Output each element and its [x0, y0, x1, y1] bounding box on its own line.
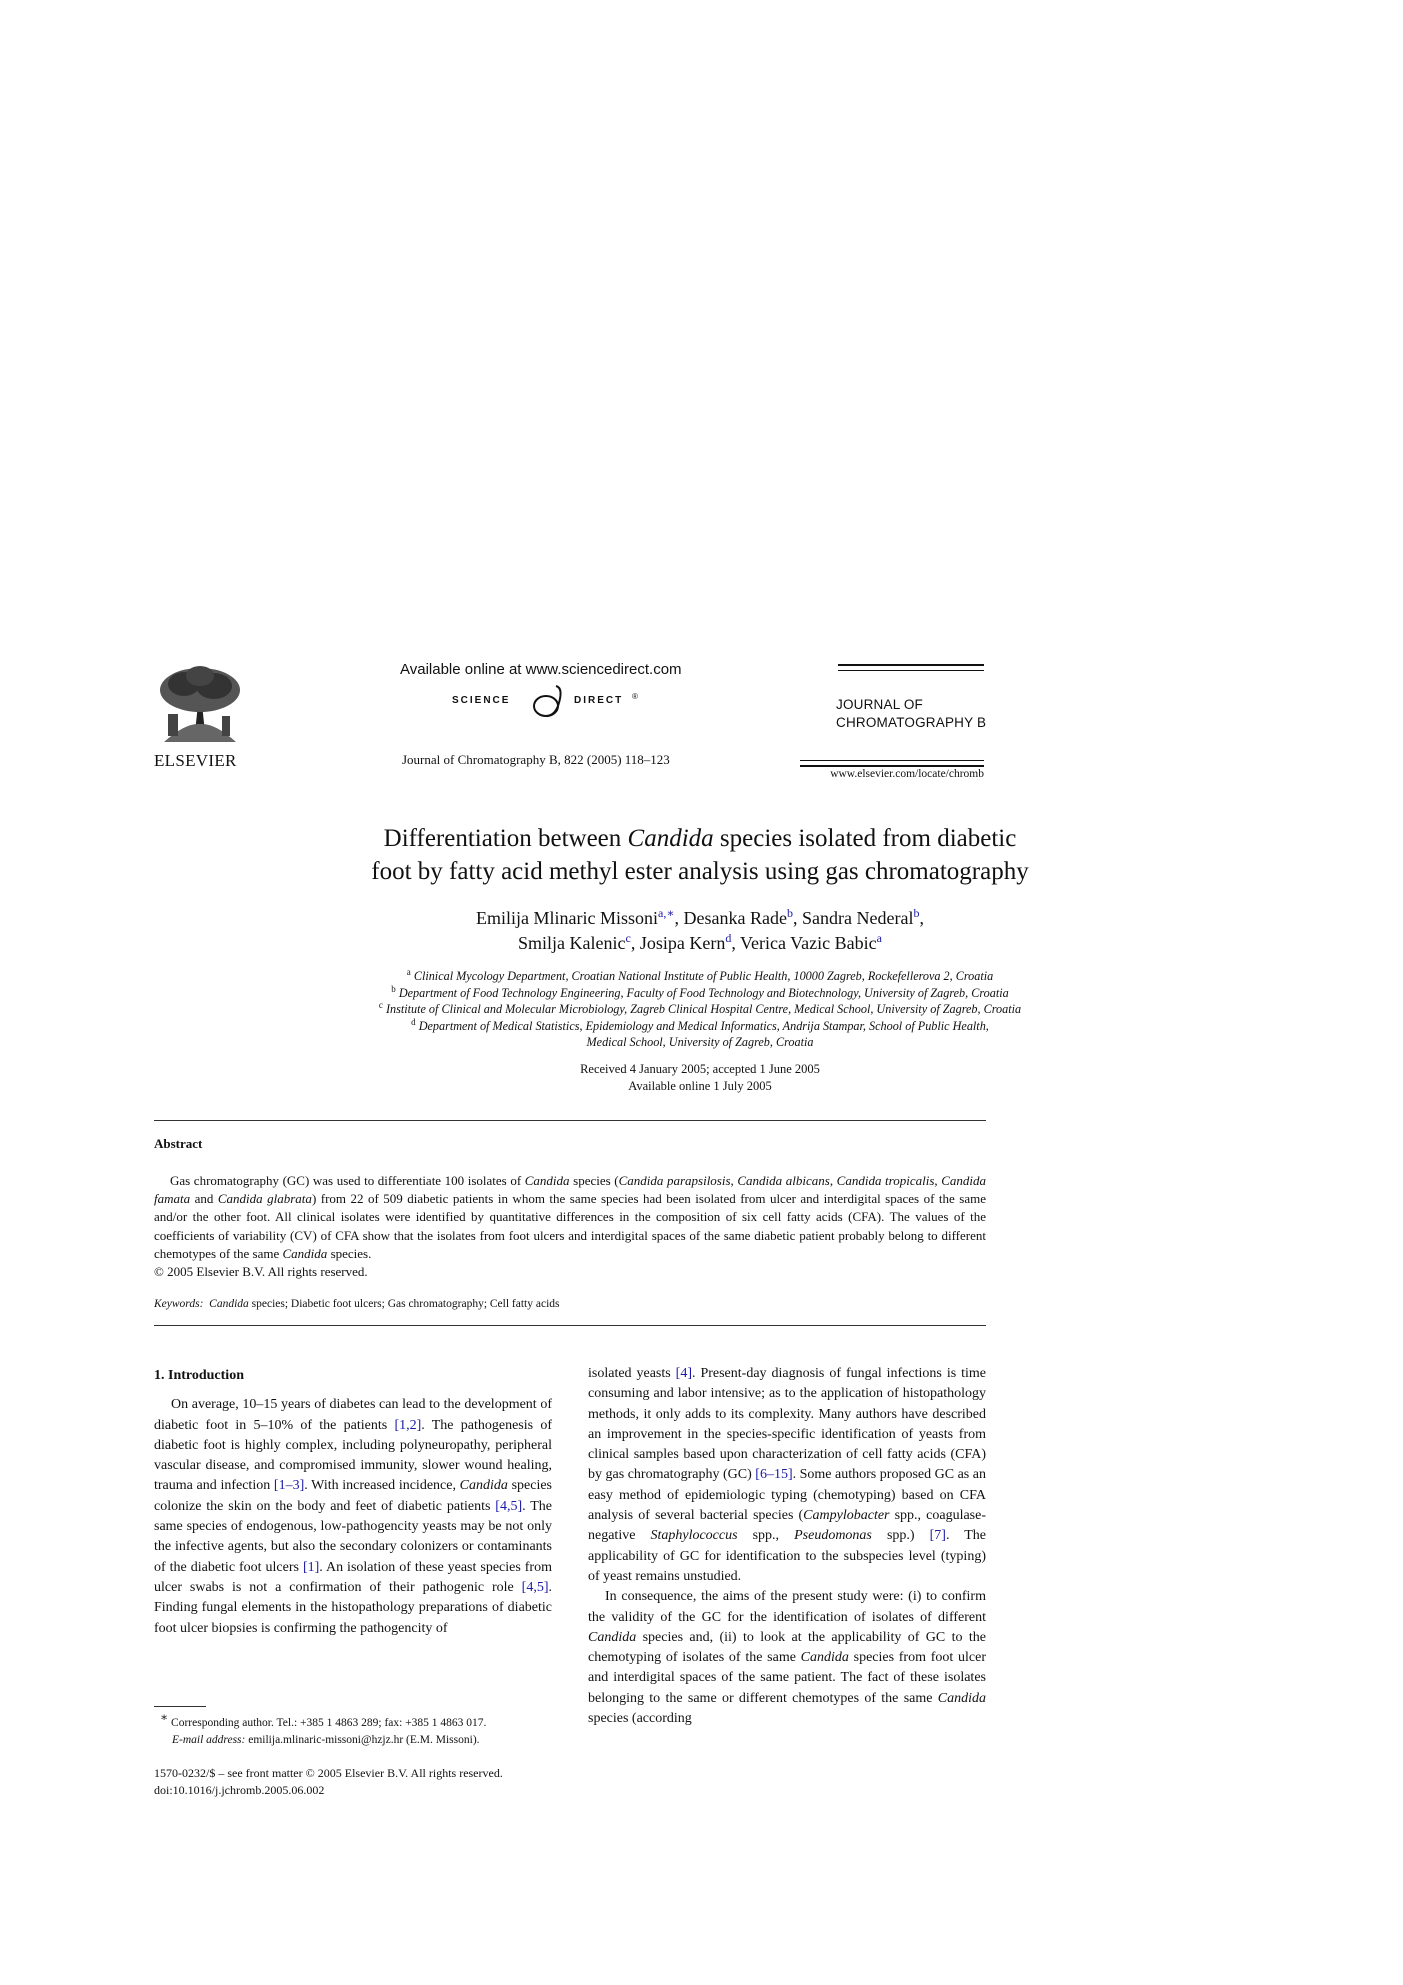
paper-title: Differentiation between Candida species isolated from diabetic foot by fatty acid methyl ester analysis using gas chromatography	[371, 825, 1029, 885]
publisher-name: ELSEVIER	[154, 751, 237, 770]
online-date: Available online 1 July 2005	[628, 1079, 772, 1093]
left-column	[154, 1366, 552, 1639]
paragraph: On average, 10–15 years of diabetes can lead to the development of diabetic foot in 5–10% of the patients [1,2]. The pathogenesis of diabetic foot is highly complex, including polyneuropathy, peripheral vascular disease, and compromised immunity, slower wound healing, trauma and infection [1–3]. With increased incidence, Candida species colonize the skin on the body and feet of diabetic patients [4,5]. The same species of endogenous, low-pathogencity yeasts may be not only the infective agents, but also the secondary colonizers or contaminants of the diabetic foot ulcers [1]. An isolation of these yeast species from ulcer swabs is not a confirmation of their pathogenic role [4,5]. Finding fungal elements in the histopathology preparations of diabetic foot ulcer biopsies is confirming the pathogencity of	[154, 1397, 553, 1636]
affil-link[interactable]: c	[625, 931, 631, 945]
keywords: Keywords: Candida species; Diabetic foot ulcers; Gas chromatography; Cell fatty acids	[154, 1298, 560, 1310]
received-date: Received 4 January 2005; accepted 1 June 2005	[580, 1062, 820, 1076]
email-link[interactable]: emilija.mlinaric-missoni@hzjz.hr (E.M. Missoni).	[245, 1734, 480, 1746]
divider	[154, 1325, 986, 1326]
affiliation: $^d$ Department of Medical Statistics, Epidemiology and Medical Informatics, Andrija Stampar, School of Public Health,	[411, 1016, 989, 1033]
affiliation: Medical School, University of Zagreb, Croatia	[586, 1035, 814, 1050]
author-name: Josipa Kern	[639, 933, 726, 953]
affil-link[interactable]: b	[787, 906, 793, 920]
elsevier-logo	[154, 664, 246, 770]
journal-rule	[838, 664, 984, 666]
journal-name: JOURNAL OF CHROMATOGRAPHY B	[836, 697, 987, 730]
elsevier-tree-icon	[154, 664, 246, 742]
citation-link[interactable]: [1–3]	[273, 1478, 305, 1494]
author-list: Emilija Mlinaric Missoni$^{a,∗}$, Desanka Rade$^b$, Sandra Nederal$^b$, Smilja Kalenic$^c$, Josipa Kern$^d$, Verica Vazic Babic$^a$	[476, 906, 924, 953]
sciencedirect-d-icon	[528, 684, 568, 718]
affil-link[interactable]: a,∗	[658, 906, 675, 920]
citation-link[interactable]: [1]	[302, 1559, 320, 1575]
divider	[154, 1120, 986, 1121]
citation-link[interactable]: [4,5]	[495, 1498, 523, 1514]
abstract-text: Gas chromatography (GC) was used to differentiate 100 isolates of Candida species (Candida parapsilosis, Candida albicans, Candida tropicalis, Candida famata and Candida glabrata) from 22 of 509 diabetic patients in whom the same species had been isolated from ulcer and interdigital spaces of the same and/or the other foot. All clinical isolates were identified by quantitative differences in the composition of six cell fatty acids (CFA). The values of the coefficients of variability (CV) of CFA show that the isolates from foot ulcers and interdigital spaces of the same diabetic patient probably belong to different chemotypes of the same Candida species.	[154, 1173, 987, 1261]
issn-line: 1570-0232/$ – see front matter © 2005 Elsevier B.V. All rights reserved.	[154, 1766, 503, 1780]
affil-link[interactable]: d	[725, 931, 732, 945]
abstract-heading: Abstract	[154, 1136, 203, 1151]
journal-rule	[800, 760, 984, 761]
sd-left-word: SCIENCE	[452, 695, 511, 706]
affiliation: $^c$ Institute of Clinical and Molecular Microbiology, Zagreb Clinical Hospital Centre, Medical School, University of Zagreb, Croatia	[378, 1000, 1022, 1017]
footnote-rule	[154, 1706, 206, 1707]
affiliation: $^a$ Clinical Mycology Department, Croatian National Institute of Public Health, 10000 Zagreb, Rockefellerova 2, Croatia	[406, 966, 994, 983]
citation-link[interactable]: [1,2]	[394, 1417, 422, 1433]
author-name: Verica Vazic Babic	[740, 933, 877, 953]
section-heading: 1. Introduction	[154, 1368, 244, 1383]
citation-link[interactable]: [7]	[929, 1528, 946, 1544]
article-dates	[150, 1061, 1250, 1095]
journal-rule	[838, 670, 984, 671]
sd-registered-mark: ®	[632, 692, 638, 701]
journal-rule	[800, 765, 984, 767]
author-name: Desanka Rade	[683, 908, 787, 928]
citation-link[interactable]: [6–15]	[755, 1467, 793, 1483]
author-name: Smilja Kalenic	[518, 933, 626, 953]
journal-citation: Journal of Chromatography B, 822 (2005) 118–123	[402, 752, 670, 767]
author-name: Emilija Mlinaric Missoni	[476, 908, 659, 928]
journal-url[interactable]: www.elsevier.com/locate/chromb	[830, 768, 984, 780]
affil-link[interactable]: a	[876, 931, 882, 945]
sd-right-word: DIRECT	[574, 695, 624, 706]
doi-line[interactable]: doi:10.1016/j.jchromb.2005.06.002	[154, 1783, 325, 1797]
sciencedirect-logo	[452, 684, 692, 718]
author-name: Sandra Nederal	[802, 908, 914, 928]
citation-link[interactable]: [4]	[675, 1366, 692, 1381]
affil-link[interactable]: b	[913, 906, 920, 920]
affiliation: $^b$ Department of Food Technology Engineering, Faculty of Food Technology and Biotechnology, University of Zagreb, Croatia	[391, 983, 1009, 1000]
available-online-text: Available online at www.sciencedirect.com	[400, 661, 682, 678]
citation-link[interactable]: [4,5]	[521, 1579, 549, 1595]
footnote: ∗ Corresponding author. Tel.: +385 1 4863 289; fax: +385 1 4863 017. E-mail address: emilija.mlinaric-missoni@hzjz.hr (E.M. Missoni).	[160, 1710, 487, 1746]
paragraph: isolated yeasts [4]. Present-day diagnosis of fungal infections is time consuming and labor intensive; as to the application of histopathology methods, it only adds to its complexity. Many authors have described an improvement in the species-specific identification of yeasts from clinical samples based upon characterization of cell fatty acids (CFA) by gas chromatography (GC) [6–15]. Some authors proposed GC as an easy method of epidemiologic typing (chemotyping) based on CFA analysis of several bacterial species (Campylobacter spp., coagulase-negative Staphylococcus spp., Pseudomonas spp.) [7]. The applicability of GC for identification to the subspecies level (typing) of yeast remains unstudied.	[588, 1366, 986, 1584]
paragraph: In consequence, the aims of the present study were: (i) to confirm the validity of the GC for the identification of isolates of different Candida species and, (ii) to look at the applicability of GC to the chemotyping of isolates of the same Candida species from foot ulcer and interdigital spaces of the same patient. The fact of these isolates belonging to the same or different chemotypes of the same Candida species (according	[588, 1589, 986, 1727]
issn-doi	[154, 1765, 503, 1799]
copyright-line: © 2005 Elsevier B.V. All rights reserved.	[154, 1264, 368, 1279]
affiliations	[150, 968, 1250, 1051]
right-column	[588, 1364, 986, 1729]
